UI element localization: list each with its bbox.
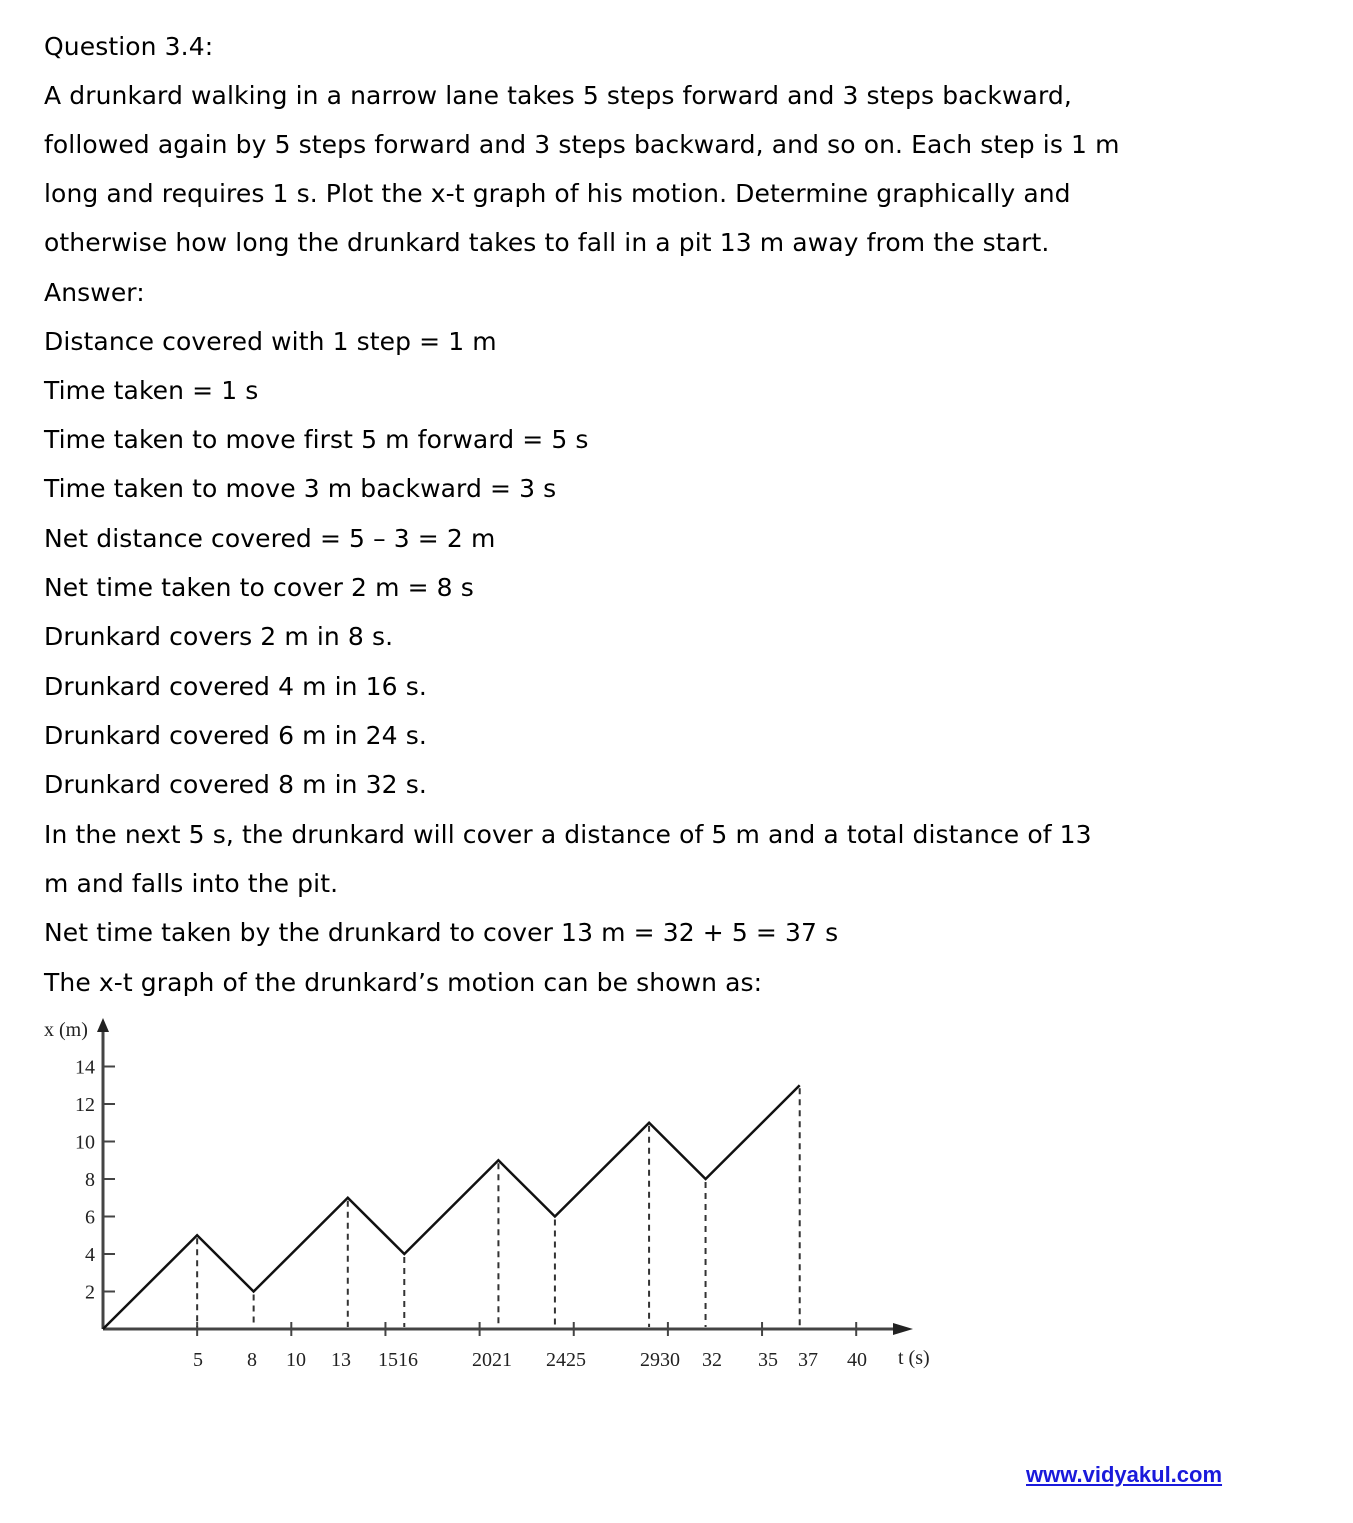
dashed-guides (197, 1088, 800, 1327)
answer-line-13: Net time taken by the drunkard to cover 13 m = 32 + 5 = 37 s (44, 918, 839, 947)
y-tick-label: 4 (85, 1244, 95, 1266)
answer-line-8: Drunkard covered 4 m in 16 s. (44, 672, 427, 701)
vidyakul-link[interactable]: www.vidyakul.com (1026, 1462, 1223, 1487)
y-tick-label: 2 (85, 1281, 95, 1304)
x-tick-label: 2425 (546, 1349, 586, 1371)
x-axis-arrow-icon (893, 1323, 913, 1335)
x-tick-label: 2930 (640, 1349, 680, 1371)
answer-line-9: Drunkard covered 6 m in 24 s. (44, 721, 427, 750)
answer-line-2: Time taken = 1 s (44, 376, 259, 405)
y-tick-label: 12 (75, 1094, 95, 1116)
y-tick-label: 10 (75, 1131, 95, 1154)
question-line-2: followed again by 5 steps forward and 3 steps backward, and so on. Each step is 1 m (44, 130, 1120, 159)
answer-line-7: Drunkard covers 2 m in 8 s. (44, 622, 394, 651)
question-title: Question 3.4: (44, 32, 214, 61)
y-axis-label: x (m) (44, 1019, 88, 1041)
x-tick-label: 13 (331, 1349, 351, 1371)
graph-axes (103, 1030, 900, 1329)
x-tick-label: 1516 (378, 1349, 418, 1371)
x-tick-label: 2021 (472, 1349, 512, 1371)
x-tick-label: 37 (798, 1349, 818, 1371)
answer-label: Answer: (44, 278, 145, 307)
answer-line-3: Time taken to move first 5 m forward = 5 s (44, 425, 589, 454)
y-tick-label: 6 (85, 1206, 95, 1229)
position-line (103, 1085, 800, 1329)
question-line-1: A drunkard walking in a narrow lane takes 5 steps forward and 3 steps backward, (44, 81, 1072, 110)
question-line-3: long and requires 1 s. Plot the x-t graph of his motion. Determine graphically and (44, 179, 1071, 208)
y-tick-label: 8 (85, 1169, 95, 1191)
x-tick-label: 10 (286, 1349, 306, 1371)
answer-line-5: Net distance covered = 5 – 3 = 2 m (44, 524, 496, 553)
answer-line-1: Distance covered with 1 step = 1 m (44, 327, 497, 356)
y-tick-labels (75, 1057, 95, 1304)
x-tick-label: 8 (247, 1349, 257, 1371)
x-tick-label: 35 (758, 1349, 778, 1371)
y-axis-arrow-icon (97, 1018, 109, 1032)
answer-line-14: The x-t graph of the drunkard’s motion can be shown as: (44, 968, 763, 997)
x-tick-labels (193, 1349, 867, 1371)
answer-line-6: Net time taken to cover 2 m = 8 s (44, 573, 474, 602)
question-line-4: otherwise how long the drunkard takes to fall in a pit 13 m away from the start. (44, 228, 1050, 257)
x-axis-label: t (s) (898, 1347, 930, 1369)
y-tick-label: 14 (75, 1056, 95, 1079)
x-tick-label: 40 (847, 1349, 867, 1371)
answer-line-12: m and falls into the pit. (44, 869, 339, 898)
answer-line-10: Drunkard covered 8 m in 32 s. (44, 770, 427, 799)
answer-line-4: Time taken to move 3 m backward = 3 s (44, 474, 557, 503)
x-tick-label: 32 (702, 1349, 722, 1371)
answer-line-11: In the next 5 s, the drunkard will cover a distance of 5 m and a total distance of 13 (44, 820, 1092, 849)
x-tick-label: 5 (193, 1349, 203, 1371)
